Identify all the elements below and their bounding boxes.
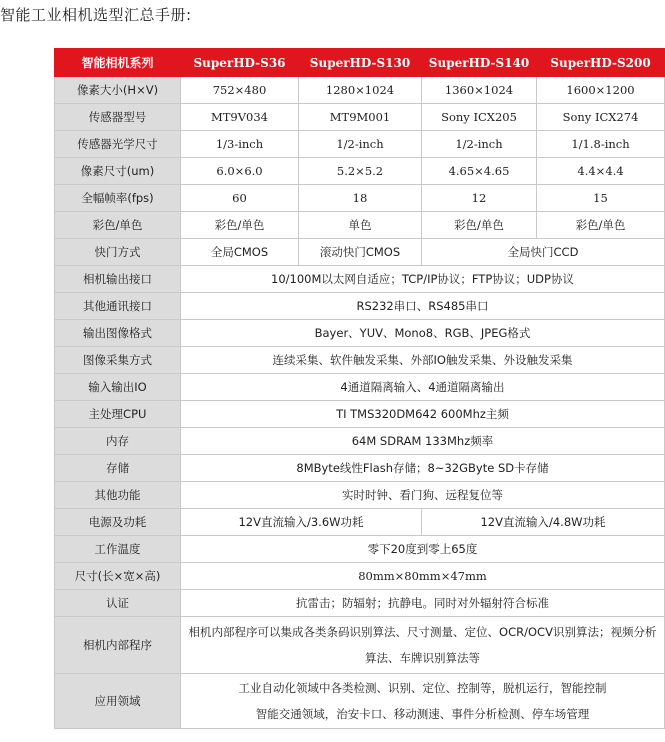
- table-cell: MT9M001: [299, 104, 422, 131]
- table-row: [55, 674, 665, 729]
- row-label: 像素尺寸(um): [55, 158, 181, 185]
- table-row: [55, 131, 665, 158]
- table-cell: 12V直流输入/3.6W功耗: [181, 509, 422, 536]
- table-cell: 1360×1024: [422, 77, 537, 104]
- table-cell: Sony ICX205: [422, 104, 537, 131]
- application-line: 智能交通领域，治安卡口、移动测速、事件分析检测、停车场管理: [255, 707, 590, 721]
- table-header-row: [55, 49, 665, 77]
- table-cell: 零下20度到零上65度: [181, 536, 665, 563]
- table-cell: 10/100M以太网自适应；TCP/IP协议；FTP协议；UDP协议: [181, 266, 665, 293]
- table-row: [55, 536, 665, 563]
- row-label: 存储: [55, 455, 181, 482]
- table-row: [55, 401, 665, 428]
- table-cell: 80mm×80mm×47mm: [181, 563, 665, 590]
- table-cell: 全局快门CCD: [422, 239, 665, 266]
- header-series: 智能相机系列: [55, 49, 181, 77]
- row-label: 主处理CPU: [55, 401, 181, 428]
- table-cell: 1/2-inch: [422, 131, 537, 158]
- table-cell: 1280×1024: [299, 77, 422, 104]
- row-label: 其他通讯接口: [55, 293, 181, 320]
- row-label: 图像采集方式: [55, 347, 181, 374]
- table-cell: 752×480: [181, 77, 299, 104]
- table-cell: 彩色/单色: [422, 212, 537, 239]
- table-row: [55, 374, 665, 401]
- row-label: 相机内部程序: [55, 617, 181, 674]
- row-label: 输出图像格式: [55, 320, 181, 347]
- table-cell: [181, 674, 665, 729]
- table-row: [55, 158, 665, 185]
- row-label: 传感器光学尺寸: [55, 131, 181, 158]
- table-cell: 相机内部程序可以集成各类条码识别算法、尺寸测量、定位、OCR/OCV识别算法；视频分析算法、车牌识别算法等: [181, 617, 665, 674]
- table-cell: 8MByte线性Flash存储；8~32GByte SD卡存储: [181, 455, 665, 482]
- row-label: 快门方式: [55, 239, 181, 266]
- header-s200: SuperHD-S200: [537, 49, 665, 77]
- table-cell: 5.2×5.2: [299, 158, 422, 185]
- table-cell: 1/1.8-inch: [537, 131, 665, 158]
- row-label: 工作温度: [55, 536, 181, 563]
- table-row: [55, 428, 665, 455]
- table-cell: 64M SDRAM 133Mhz频率: [181, 428, 665, 455]
- table-cell: TI TMS320DM642 600Mhz主频: [181, 401, 665, 428]
- table-row: [55, 212, 665, 239]
- header-s36: SuperHD-S36: [181, 49, 299, 77]
- row-label: 尺寸(长×宽×高): [55, 563, 181, 590]
- table-cell: 1/3-inch: [181, 131, 299, 158]
- table-row: [55, 77, 665, 104]
- table-row: [55, 266, 665, 293]
- row-label: 输入输出IO: [55, 374, 181, 401]
- table-row: [55, 482, 665, 509]
- table-cell: 60: [181, 185, 299, 212]
- table-cell: 抗雷击；防辐射；抗静电。同时对外辐射符合标准: [181, 590, 665, 617]
- table-cell: 12: [422, 185, 537, 212]
- row-label: 像素大小(H×V): [55, 77, 181, 104]
- table-cell: Bayer、YUV、Mono8、RGB、JPEG格式: [181, 320, 665, 347]
- table-row: [55, 563, 665, 590]
- row-label: 彩色/单色: [55, 212, 181, 239]
- header-s140: SuperHD-S140: [422, 49, 537, 77]
- table-cell: 12V直流输入/4.8W功耗: [422, 509, 665, 536]
- table-cell: 4.4×4.4: [537, 158, 665, 185]
- table-cell: 4通道隔离输入、4通道隔离输出: [181, 374, 665, 401]
- table-cell: 连续采集、软件触发采集、外部IO触发采集、外设触发采集: [181, 347, 665, 374]
- row-label: 相机输出接口: [55, 266, 181, 293]
- row-label: 内存: [55, 428, 181, 455]
- table-row: [55, 617, 665, 674]
- table-cell: 全局CMOS: [181, 239, 299, 266]
- page-title: 智能工业相机选型汇总手册:: [0, 6, 192, 24]
- table-row: [55, 590, 665, 617]
- table-row: [55, 293, 665, 320]
- table-cell: 18: [299, 185, 422, 212]
- table-cell: MT9V034: [181, 104, 299, 131]
- row-label: 全幅帧率(fps): [55, 185, 181, 212]
- table-cell: 4.65×4.65: [422, 158, 537, 185]
- table-cell: 滚动快门CMOS: [299, 239, 422, 266]
- table-cell: 6.0×6.0: [181, 158, 299, 185]
- header-s130: SuperHD-S130: [299, 49, 422, 77]
- table-cell: 实时时钟、看门狗、远程复位等: [181, 482, 665, 509]
- table-cell: 彩色/单色: [181, 212, 299, 239]
- table-row: [55, 185, 665, 212]
- spec-table: [54, 48, 665, 729]
- table-cell: 15: [537, 185, 665, 212]
- table-row: [55, 320, 665, 347]
- table-row: [55, 239, 665, 266]
- table-cell: 单色: [299, 212, 422, 239]
- row-label: 电源及功耗: [55, 509, 181, 536]
- application-line: 工业自动化领域中各类检测、识别、定位、控制等，脱机运行，智能控制: [238, 681, 607, 695]
- table-row: [55, 509, 665, 536]
- row-label: 应用领域: [55, 674, 181, 729]
- table-row: [55, 455, 665, 482]
- row-label: 认证: [55, 590, 181, 617]
- table-row: [55, 104, 665, 131]
- row-label: 传感器型号: [55, 104, 181, 131]
- table-cell: 彩色/单色: [537, 212, 665, 239]
- table-cell: 1600×1200: [537, 77, 665, 104]
- row-label: 其他功能: [55, 482, 181, 509]
- table-row: [55, 347, 665, 374]
- table-cell: Sony ICX274: [537, 104, 665, 131]
- table-cell: RS232串口、RS485串口: [181, 293, 665, 320]
- table-cell: 1/2-inch: [299, 131, 422, 158]
